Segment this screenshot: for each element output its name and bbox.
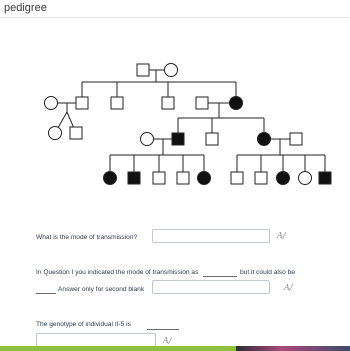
question-3-blank	[147, 329, 179, 330]
individual-II-spouse-female	[45, 97, 58, 110]
question-3-answer-input[interactable]	[36, 333, 156, 347]
question-2-leading-blank	[36, 293, 56, 294]
individual-III-spouse-female	[141, 133, 154, 146]
individual-IV-9-female	[299, 172, 312, 185]
page-title: pedigree	[4, 2, 47, 14]
question-1-answer-input[interactable]	[152, 229, 270, 243]
taskbar-strip	[0, 346, 350, 351]
spellcheck-icon[interactable]: A/	[277, 231, 286, 240]
individual-IV-10-male-affected	[319, 172, 331, 184]
individual-III-2-male	[70, 127, 82, 139]
question-2-label-part1: In Question I you indicated the mode of transmission as	[36, 269, 199, 276]
individual-IV-8-female-affected	[277, 172, 290, 185]
question-1-label: What is the mode of transmission?	[36, 234, 138, 241]
question-3-label: The genotype of individual II-5 is	[36, 321, 131, 328]
spellcheck-icon[interactable]: A/	[284, 283, 293, 292]
individual-III-3-male-affected	[172, 133, 184, 145]
individual-II-3-male	[162, 97, 174, 109]
individual-IV-3-male	[153, 172, 165, 184]
individual-III-4-male	[206, 133, 218, 145]
individual-I-2-female	[165, 64, 178, 77]
individual-II-2-male	[111, 97, 123, 109]
individual-II-1-male	[76, 97, 88, 109]
individual-II-5-female-affected	[230, 97, 243, 110]
spellcheck-icon[interactable]: A/	[163, 336, 172, 345]
individual-I-1-male	[137, 64, 149, 76]
taskbar-strip-segment	[236, 346, 350, 351]
question-2-label-part2: but it could also be	[240, 269, 295, 276]
individual-IV-5-female-affected	[198, 172, 211, 185]
question-2-label-part3: Answer only for second blank	[58, 286, 145, 293]
individual-III-5-female-affected	[258, 133, 271, 146]
individual-II-4-male	[196, 97, 208, 109]
question-2-first-blank	[203, 276, 237, 277]
individual-IV-2-male-affected	[128, 172, 140, 184]
individual-III-spouse-male	[290, 133, 302, 145]
question-2-answer-input[interactable]	[152, 280, 270, 294]
individual-III-1-female	[49, 127, 62, 140]
individual-IV-6-male	[231, 172, 243, 184]
individual-IV-7-male	[255, 172, 267, 184]
individual-IV-4-male	[177, 172, 189, 184]
individual-IV-1-female-affected	[104, 172, 117, 185]
